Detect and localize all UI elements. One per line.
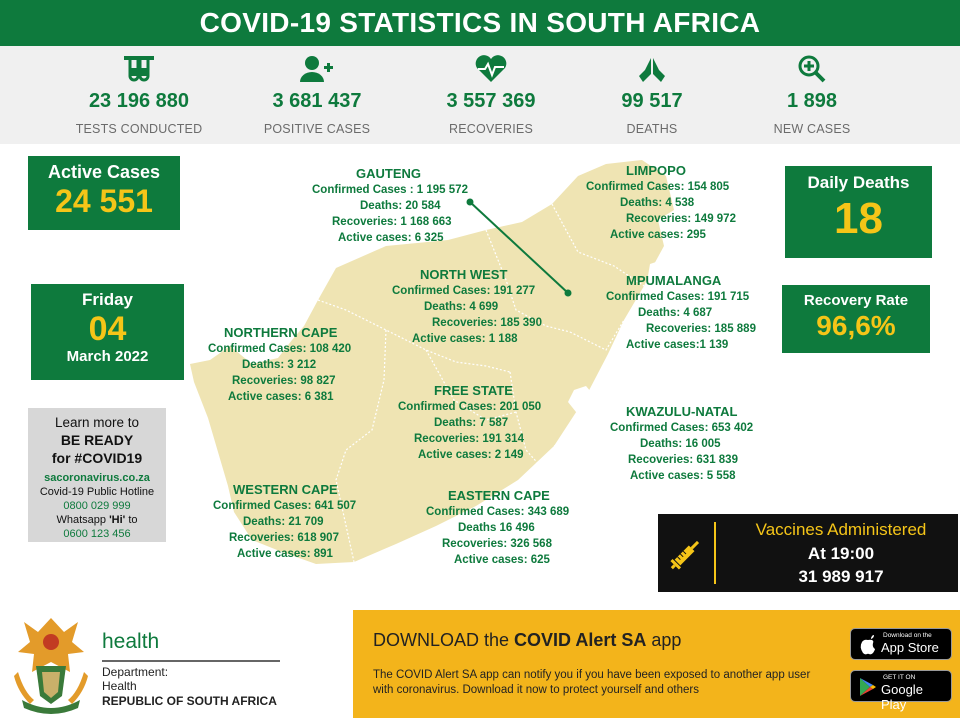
learn-more-line1: Learn more to xyxy=(54,415,140,430)
app-description: The COVID Alert SA app can notify you if you have been exposed to another app user with coronavirus. Download it now to protect yourself and others xyxy=(373,669,811,696)
recoveries-label: RECOVERIES xyxy=(449,122,533,136)
recovery-rate-box xyxy=(782,285,930,353)
stat-new-cases xyxy=(727,46,897,136)
positive-label: POSITIVE CASES xyxy=(263,122,371,136)
tests-value: 23 196 880 xyxy=(88,90,190,112)
daily-deaths-box xyxy=(785,166,932,258)
province-limpopo: LIMPOPO Confirmed Cases: 154 805 Deaths: 4 538 Recoveries: 149 972 Active cases: 295 xyxy=(586,163,736,241)
vaccines-divider xyxy=(714,522,716,584)
coat-of-arms-icon xyxy=(12,612,90,716)
active-cases-box xyxy=(28,156,180,230)
stat-positive xyxy=(232,46,402,136)
deaths-value: 99 517 xyxy=(621,90,683,112)
apple-icon xyxy=(859,635,877,655)
heartbeat-icon xyxy=(406,46,576,86)
province-kwazulu-natal: KWAZULU-NATAL Confirmed Cases: 653 402 Deaths: 16 005 Recoveries: 631 839 Active cases: 5 558 xyxy=(610,404,754,482)
recovery-rate-label: Recovery Rate xyxy=(803,292,909,309)
praying-hands-icon xyxy=(567,46,737,86)
gauteng-pointer-end xyxy=(565,290,572,297)
new-cases-label: NEW CASES xyxy=(773,122,851,136)
department-divider xyxy=(102,660,280,662)
whatsapp-line: Whatsapp 'Hi' to xyxy=(56,514,138,526)
date-day: 04 xyxy=(88,310,127,348)
province-western-cape: WESTERN CAPE Confirmed Cases: 641 507 Deaths: 21 709 Recoveries: 618 907 Active cases: 891 xyxy=(213,482,357,560)
province-north-west: NORTH WEST Confirmed Cases: 191 277 Deaths: 4 699 Recoveries: 185 390 Active cases: 1 188 xyxy=(392,267,542,345)
google-play-label: Google Play xyxy=(881,682,923,712)
whatsapp-number: 0600 123 456 xyxy=(63,528,131,540)
department-line1: Department: xyxy=(102,665,169,679)
vaccines-value: 31 989 917 xyxy=(798,567,884,586)
hotline-label: Covid-19 Public Hotline xyxy=(39,486,155,498)
date-box xyxy=(31,284,184,380)
health-wordmark: health xyxy=(102,630,160,653)
stats-strip xyxy=(0,46,960,144)
google-play-button[interactable] xyxy=(850,670,952,712)
add-user-icon xyxy=(232,46,402,86)
google-play-small-text: GET IT ON xyxy=(883,674,916,681)
app-download-banner xyxy=(353,610,960,718)
active-cases-value: 24 551 xyxy=(55,183,153,219)
daily-deaths-label: Daily Deaths xyxy=(807,173,910,192)
department-line3: REPUBLIC OF SOUTH AFRICA xyxy=(102,694,277,708)
google-play-icon xyxy=(860,678,876,696)
recovery-rate-value: 96,6% xyxy=(816,310,896,341)
page-title: COVID-19 STATISTICS IN SOUTH AFRICA xyxy=(0,0,960,46)
stat-tests xyxy=(54,46,224,136)
app-store-label: App Store xyxy=(881,640,939,655)
stat-recoveries xyxy=(406,46,576,136)
zoom-plus-icon xyxy=(727,46,897,86)
learn-more-box xyxy=(28,408,166,542)
app-store-small-text: Download on the xyxy=(883,632,932,639)
vaccines-time: At 19:00 xyxy=(807,544,875,563)
download-heading: DOWNLOAD the COVID Alert SA app xyxy=(373,630,682,650)
website-link[interactable]: sacoronavirus.co.za xyxy=(44,472,150,484)
department-line2: Health xyxy=(102,679,137,693)
stat-deaths xyxy=(567,46,737,136)
date-weekday: Friday xyxy=(81,290,134,309)
date-month-year: March 2022 xyxy=(66,348,149,365)
new-cases-value: 1 898 xyxy=(786,90,838,112)
province-northern-cape: NORTHERN CAPE Confirmed Cases: 108 420 Deaths: 3 212 Recoveries: 98 827 Active cases: 6 381 xyxy=(208,325,352,403)
province-free-state: FREE STATE Confirmed Cases: 201 050 Deaths: 7 587 Recoveries: 191 314 Active cases: 2 149 xyxy=(398,383,542,461)
syringe-icon xyxy=(666,534,706,579)
province-gauteng: GAUTENG Confirmed Cases : 1 195 572 Deaths: 20 584 Recoveries: 1 168 663 Active cases: 6 325 xyxy=(312,166,468,244)
hotline-number: 0800 029 999 xyxy=(63,500,131,512)
recoveries-value: 3 557 369 xyxy=(446,90,536,112)
province-eastern-cape: EASTERN CAPE Confirmed Cases: 343 689 Deaths 16 496 Recoveries: 326 568 Active cases: 625 xyxy=(426,488,570,566)
vaccines-box xyxy=(658,514,958,592)
learn-more-line2: BE READY xyxy=(60,432,134,448)
positive-value: 3 681 437 xyxy=(272,90,362,112)
active-cases-label: Active Cases xyxy=(47,162,161,182)
learn-more-line3: for #COVID19 xyxy=(51,450,143,466)
vaccines-title: Vaccines Administered xyxy=(755,520,927,539)
tests-label: TESTS CONDUCTED xyxy=(75,122,203,136)
app-store-button[interactable] xyxy=(850,628,952,660)
daily-deaths-value: 18 xyxy=(834,194,883,243)
deaths-label: DEATHS xyxy=(626,122,678,136)
province-mpumalanga: MPUMALANGA Confirmed Cases: 191 715 Deaths: 4 687 Recoveries: 185 889 Active cases:1 139 xyxy=(606,273,756,351)
test-tubes-icon xyxy=(54,46,224,86)
